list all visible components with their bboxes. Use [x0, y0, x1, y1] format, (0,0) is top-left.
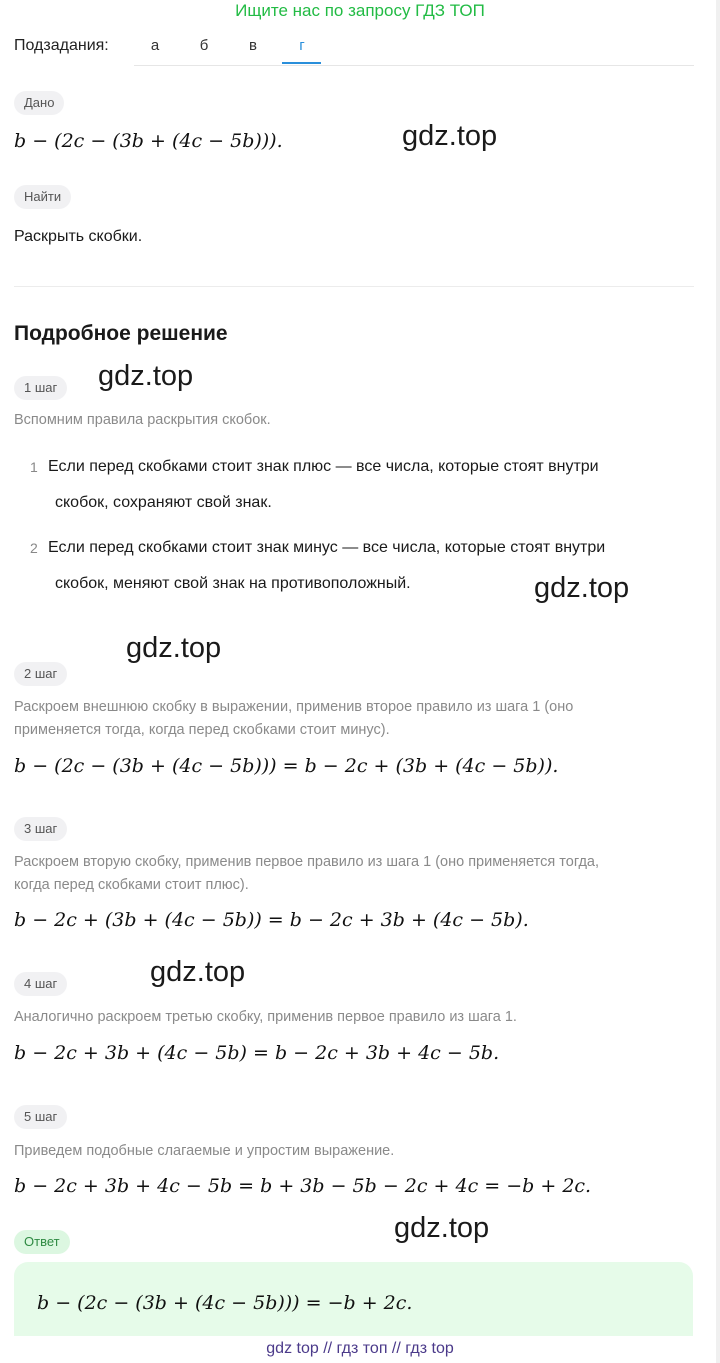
rule-number: 1 [30, 459, 38, 475]
given-badge: Дано [14, 91, 64, 115]
scrollbar-track[interactable] [716, 0, 720, 1363]
tabs-divider [134, 65, 694, 66]
step-badge: 5 шаг [14, 1105, 67, 1129]
answer-math: b − (2c − (3b + (4c − 5b))) = −b + 2c. [37, 1292, 413, 1314]
watermark: gdz.top [98, 360, 194, 392]
footer-links: gdz top // гдз топ // гдз top [0, 1336, 720, 1363]
watermark: gdz.top [126, 632, 222, 664]
step-text: Раскроем внешнюю скобку в выражении, применив второе правило из шага 1 (оно [14, 699, 574, 715]
step-badge: 2 шаг [14, 662, 67, 686]
subtasks-label: Подзадания: [14, 37, 109, 54]
rule-line: Если перед скобками стоит знак плюс — все числа, которые стоят внутри [48, 458, 599, 475]
step-math: b − 2c + 3b + 4c − 5b = b + 3b − 5b − 2c + 4c = −b + 2c. [14, 1175, 592, 1197]
active-tab-indicator [282, 62, 321, 64]
find-text: Раскрыть скобки. [14, 228, 143, 245]
watermark: gdz.top [534, 572, 630, 604]
rule-number: 2 [30, 540, 38, 556]
top-banner: Ищите нас по запросу ГДЗ ТОП [235, 1, 485, 20]
step-badge: 1 шаг [14, 376, 67, 400]
rule-line: скобок, сохраняют свой знак. [55, 494, 272, 511]
watermark: gdz.top [150, 956, 246, 988]
tab-a[interactable]: а [150, 37, 160, 54]
step-math: b − (2c − (3b + (4c − 5b))) = b − 2c + (3b + (4c − 5b)). [14, 755, 559, 777]
step-text: Раскроем вторую скобку, применив первое правило из шага 1 (оно применяется тогда, [14, 854, 600, 870]
step-text: когда перед скобками стоит плюс). [14, 877, 249, 893]
rule-line: скобок, меняют свой знак на противоположный. [55, 575, 411, 592]
step-text: Вспомним правила раскрытия скобок. [14, 412, 271, 428]
step-text: Приведем подобные слагаемые и упростим выражение. [14, 1143, 395, 1159]
answer-badge: Ответ [14, 1230, 70, 1254]
step-badge: 4 шаг [14, 972, 67, 996]
step-text: применяется тогда, когда перед скобками стоит минус). [14, 722, 390, 738]
watermark: gdz.top [402, 120, 498, 152]
tab-v[interactable]: в [249, 37, 257, 54]
tab-g[interactable]: г [299, 37, 305, 54]
tab-b[interactable]: б [199, 37, 209, 54]
solution-title: Подробное решение [14, 322, 228, 345]
step-text: Аналогично раскроем третью скобку, применив первое правило из шага 1. [14, 1009, 517, 1025]
step-math: b − 2c + 3b + (4c − 5b) = b − 2c + 3b + 4c − 5b. [14, 1042, 500, 1064]
given-expression: b − (2c − (3b + (4c − 5b))). [14, 130, 283, 152]
step-math: b − 2c + (3b + (4c − 5b)) = b − 2c + 3b + (4c − 5b). [14, 909, 529, 931]
watermark: gdz.top [394, 1212, 490, 1244]
step-badge: 3 шаг [14, 817, 67, 841]
divider [14, 286, 694, 287]
find-badge: Найти [14, 185, 71, 209]
rule-line: Если перед скобками стоит знак минус — все числа, которые стоят внутри [48, 539, 606, 556]
